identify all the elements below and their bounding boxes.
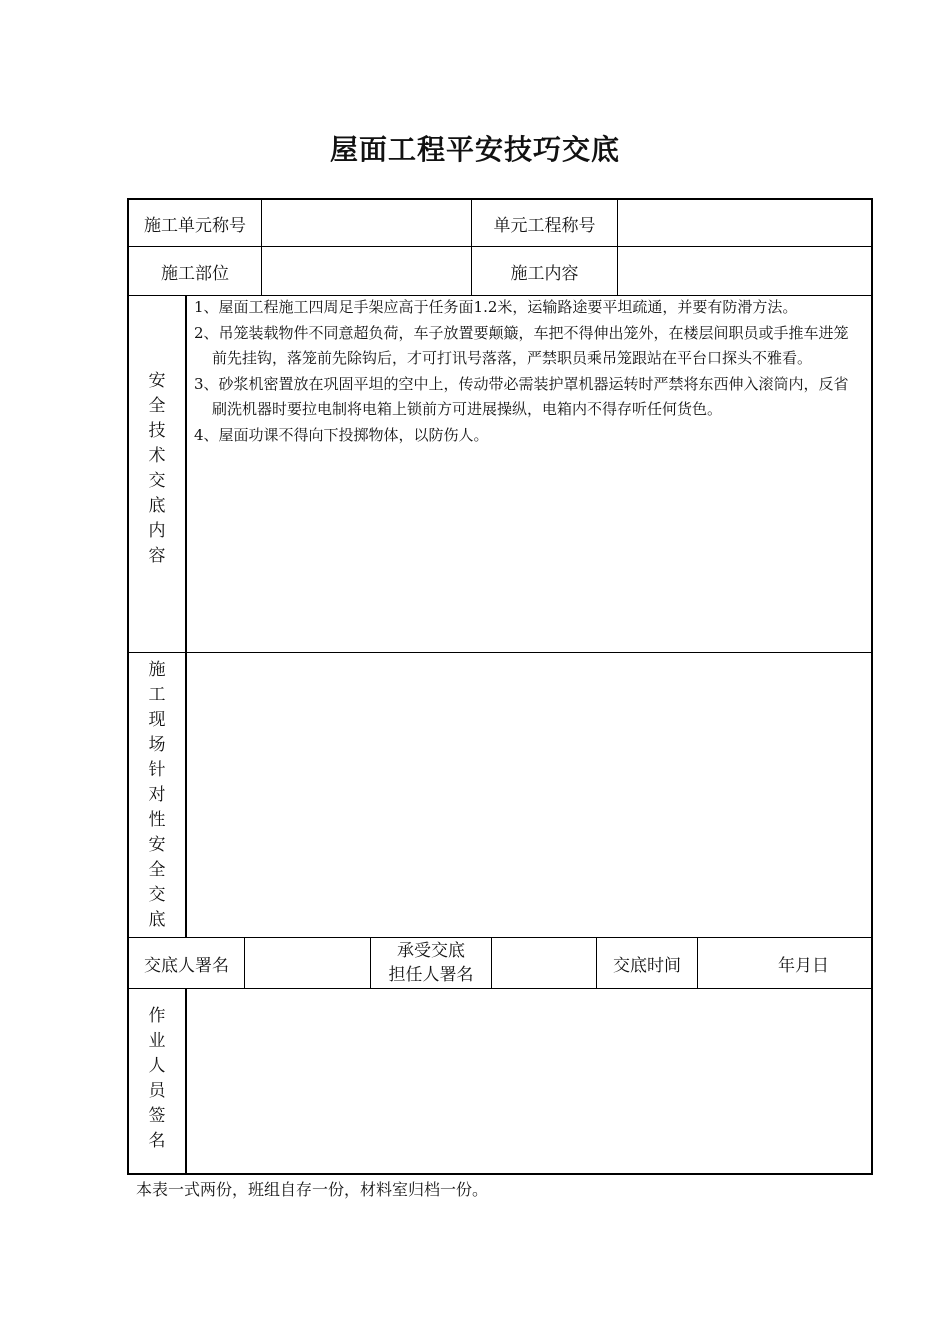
safety-disclosure-label-text: 安全技术交底内容 [148, 371, 166, 566]
safety-disclosure-label [129, 296, 185, 652]
safety-item-4: 4、屋面功课不得向下投掷物体，以防伤人。 [194, 425, 489, 444]
table-border-right [871, 198, 873, 1175]
construction-content-label: 施工内容 [510, 263, 579, 284]
unit-project-name-value[interactable] [618, 200, 871, 246]
construction-location-label: 施工部位 [161, 263, 229, 284]
disclosure-time-label: 交底时间 [613, 955, 681, 976]
unit-name-label: 施工单元称号 [144, 215, 246, 236]
receiver-label-line1: 承受交底 [397, 941, 465, 961]
safety-item-1: 1、屋面工程施工四周足手架应高于任务面1.2米，运输路途要平坦疏通，并要有防滑方法。 [194, 298, 798, 316]
unit-project-name-label: 单元工程称号 [493, 215, 596, 236]
footer-note: 本表一式两份，班组自存一份，材料室归档一份。 [136, 1180, 489, 1199]
workers-signature-label [129, 989, 185, 1173]
site-disclosure-label-text: 施工现场针对性安全交底 [148, 659, 166, 930]
giver-signature-field[interactable] [245, 938, 370, 988]
disclosure-date-field[interactable]: 年月日 [778, 955, 829, 976]
safety-item-3: 3、砂浆机密置放在巩固平坦的空中上，传动带必需装护罩机器运转时严禁将东西伸入滚筒内，反省刷洗机器时要拉电制将电箱上锁前方可进展操纵，电箱内不得存听任何货色。 [194, 374, 849, 418]
workers-signature-label-text: 作业人员签名 [148, 1006, 166, 1151]
giver-signature-label: 交底人署名 [144, 955, 229, 976]
receiver-signature-label [371, 938, 491, 988]
workers-signature-area[interactable] [187, 989, 871, 1173]
receiver-label-line2: 担任人署名 [388, 965, 474, 985]
receiver-signature-field[interactable] [492, 938, 596, 988]
page-title: 屋面工程平安技巧交底 [329, 133, 620, 166]
safety-item-2: 2、吊笼装载物件不同意超负荷，车子放置要颠簸，车把不得伸出笼外，在楼层间职员或手推车进笼前先挂钩，落笼前先除钩后，才可打讯号落落，严禁职员乘吊笼跟站在平台口探头不雅看。 [194, 323, 849, 367]
unit-name-value[interactable] [262, 200, 471, 246]
site-disclosure-content[interactable] [187, 653, 871, 937]
construction-content-value[interactable] [618, 247, 871, 295]
site-disclosure-label [129, 653, 185, 937]
safety-disclosure-content [187, 295, 871, 652]
construction-location-value[interactable] [262, 247, 471, 295]
table-border-bottom [127, 1173, 873, 1175]
